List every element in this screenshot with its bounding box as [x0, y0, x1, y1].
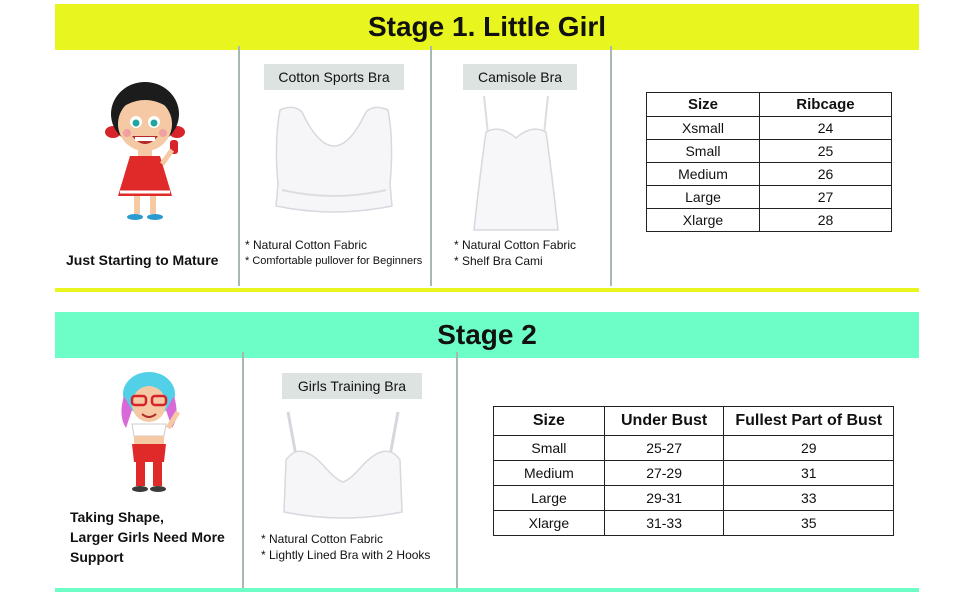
bullet-line: * Shelf Bra Cami [454, 254, 543, 268]
stage1-caption: Just Starting to Mature [66, 252, 219, 268]
product-label [264, 64, 404, 90]
product-label-text: Camisole Bra [477, 69, 563, 85]
stage1-banner [55, 4, 919, 50]
table-header-row [494, 407, 894, 436]
table-cell: Small [647, 140, 760, 163]
table-cell: 27 [759, 186, 891, 209]
table-cell: 27-29 [604, 461, 724, 486]
bullet-line: * Lightly Lined Bra with 2 Hooks [261, 548, 431, 562]
product-bullets [245, 237, 422, 269]
bullet-line: * Natural Cotton Fabric [454, 238, 577, 252]
caption-line: Taking Shape, [70, 509, 164, 525]
table-row [647, 186, 892, 209]
stage2-bottom-rule [55, 588, 919, 592]
table-row [647, 140, 892, 163]
caption-line: Larger Girls Need More [70, 529, 225, 545]
bullet-line: * Comfortable pullover for Beginners [245, 255, 423, 267]
table-cell: 31-33 [604, 511, 724, 536]
product-bullets [261, 531, 430, 563]
product-bullets [454, 237, 576, 269]
table-cell: 25 [759, 140, 891, 163]
table-cell: Large [494, 486, 605, 511]
divider [456, 352, 458, 590]
table-cell: 35 [724, 511, 894, 536]
column-header: Ribcage [759, 93, 891, 117]
column-header: Under Bust [604, 407, 724, 436]
table-row [494, 436, 894, 461]
divider [242, 352, 244, 590]
table-cell: 31 [724, 461, 894, 486]
table-cell: 26 [759, 163, 891, 186]
stage1-size-table [646, 92, 892, 232]
product-label-text: Cotton Sports Bra [278, 69, 390, 85]
table-cell: Xlarge [494, 511, 605, 536]
column-header: Size [647, 93, 760, 117]
table-cell: 28 [759, 209, 891, 232]
table-header-row [647, 93, 892, 117]
bullet-line: * Natural Cotton Fabric [245, 238, 368, 252]
table-cell: Medium [494, 461, 605, 486]
table-cell: Large [647, 186, 760, 209]
table-cell: Xsmall [647, 117, 760, 140]
stage2-title: Stage 2 [437, 319, 537, 350]
table-row [494, 511, 894, 536]
product-label [282, 373, 422, 399]
bullet-line: * Natural Cotton Fabric [261, 532, 384, 546]
stage1-bottom-rule [55, 288, 919, 292]
product-label [463, 64, 577, 90]
stage2-caption [70, 507, 225, 567]
column-header: Size [494, 407, 605, 436]
table-cell: Xlarge [647, 209, 760, 232]
column-header: Fullest Part of Bust [724, 407, 894, 436]
stage1-title: Stage 1. Little Girl [367, 11, 607, 42]
table-row [494, 461, 894, 486]
table-row [494, 486, 894, 511]
table-cell: 33 [724, 486, 894, 511]
divider [610, 46, 612, 286]
older-girl-illustration [112, 370, 186, 494]
stage2-size-table [493, 406, 894, 536]
table-row [647, 117, 892, 140]
caption-line: Support [70, 549, 124, 565]
table-cell: 25-27 [604, 436, 724, 461]
divider [238, 46, 240, 286]
camisole-image [470, 94, 562, 234]
table-row [647, 209, 892, 232]
product-label-text: Girls Training Bra [297, 378, 407, 394]
table-cell: 29-31 [604, 486, 724, 511]
little-girl-illustration [100, 80, 190, 222]
sports-bra-image [272, 102, 396, 216]
stage2-banner [55, 312, 919, 358]
table-cell: Small [494, 436, 605, 461]
table-row [647, 163, 892, 186]
training-bra-image [280, 410, 406, 526]
divider [430, 46, 432, 286]
table-cell: 29 [724, 436, 894, 461]
table-cell: Medium [647, 163, 760, 186]
table-cell: 24 [759, 117, 891, 140]
